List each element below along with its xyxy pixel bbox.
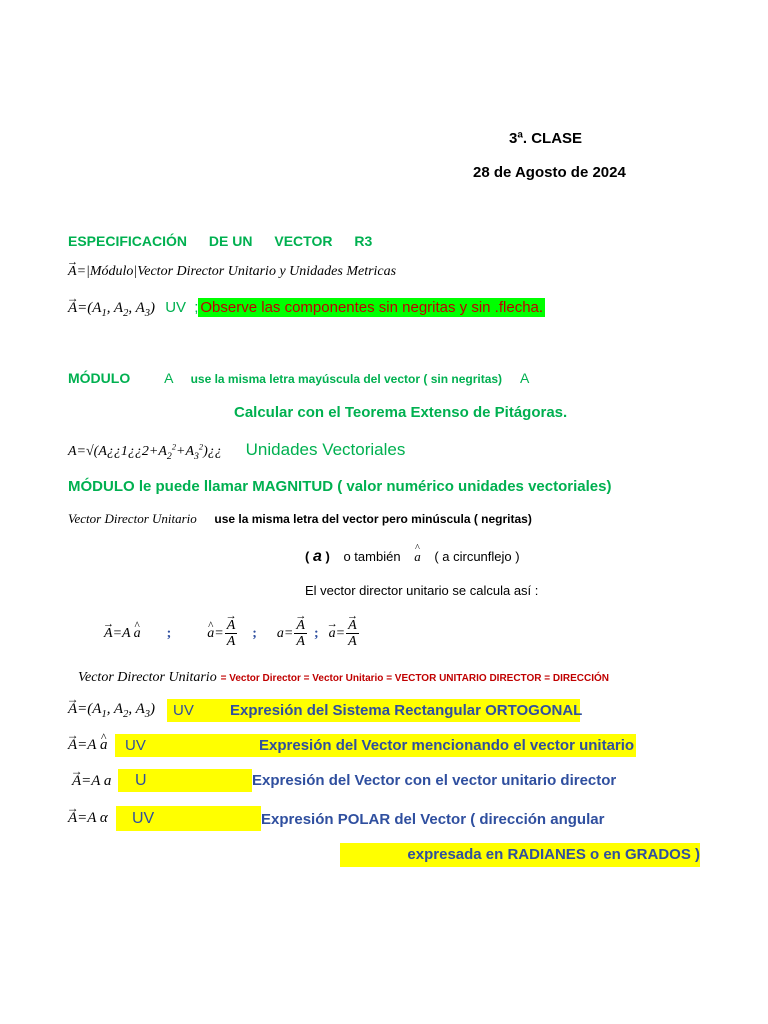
semicolon: ; — [252, 625, 257, 641]
expr-sub: 2 — [123, 709, 129, 720]
spec-heading-4: R3 — [354, 233, 373, 249]
expr-part: ) — [150, 701, 156, 717]
expression-3-text: Expresión del Vector con el vector unitario director — [252, 772, 617, 789]
semicolon: ; — [313, 625, 319, 641]
modulo-formula-line — [68, 440, 405, 462]
comp-sub: 2 — [123, 308, 129, 319]
expr-part: =(A — [77, 701, 102, 717]
eq-sign: = — [214, 625, 224, 641]
vector-definition — [68, 264, 396, 280]
director-def-label: Vector Director Unitario — [78, 670, 217, 685]
modulo-letter: A — [164, 370, 173, 386]
eq-sign: = — [335, 625, 346, 641]
paren-close: ) — [325, 549, 330, 564]
expr-part: =A a — [81, 773, 112, 789]
modulo-note: use la misma letra mayúscula del vector ( sin negritas) — [190, 372, 503, 386]
formula-part: A=√(A¿¿1¿¿2+A — [68, 444, 167, 459]
expression-4-formula — [68, 810, 108, 827]
expr-part: =A — [77, 737, 97, 753]
fraction — [294, 618, 307, 650]
tambien-text: o también — [343, 549, 401, 564]
vector-symbol: → A — [227, 618, 236, 633]
expression-3-unit-highlight — [118, 769, 252, 792]
expression-2-unit-highlight — [115, 734, 257, 757]
magnitud-note: MÓDULO le puede llamar MAGNITUD ( valor numérico unidades vectoriales) — [68, 478, 612, 495]
comp-sub: 3 — [144, 308, 151, 319]
unit-label: U — [135, 772, 147, 789]
director-label: Vector Director Unitario — [68, 511, 197, 526]
formula-sup: 2 — [171, 442, 176, 452]
vector-symbol: → A — [68, 810, 77, 827]
expression-1-text: Expresión del Sistema Rectangular ORTOGONAL — [230, 702, 583, 719]
calc-note: El vector director unitario se calcula así : — [305, 583, 539, 598]
comp-mid: , A — [128, 300, 145, 316]
a-hat: ^ a — [207, 626, 214, 642]
expression-4-text: Expresión POLAR del Vector ( dirección angular — [261, 811, 605, 828]
equations-row — [104, 618, 360, 650]
semicolon: ; — [194, 299, 199, 316]
vector-symbol: → A — [68, 300, 77, 317]
spec-heading — [68, 233, 372, 249]
circunflejo-text: ( a circunflejo ) — [434, 549, 520, 564]
fraction-den: A — [296, 634, 305, 650]
comp-eq: =(A — [77, 300, 102, 316]
expression-3-formula — [72, 773, 111, 790]
expression-1-formula — [68, 701, 155, 720]
expr-sub: 1 — [101, 709, 107, 720]
a-hat: ^ a — [414, 549, 421, 565]
vector-symbol: → A — [104, 626, 113, 642]
expr-part: , A — [106, 701, 124, 717]
class-title: 3ª. CLASE — [509, 130, 583, 147]
eq1-rhs: =A — [112, 625, 131, 641]
expr-part: , A — [128, 701, 145, 717]
a-notation-line — [305, 548, 520, 566]
vector-symbol: → A — [68, 264, 77, 280]
spec-heading-3: VECTOR — [274, 233, 333, 249]
eq3-lhs: a= — [276, 625, 294, 641]
modulo-formula — [68, 442, 222, 462]
components-line — [68, 299, 545, 319]
vector-symbol: → a — [329, 626, 336, 642]
fraction-den: A — [226, 634, 236, 650]
expr-sub: 3 — [144, 709, 151, 720]
formula-part: )¿¿ — [203, 444, 222, 459]
spec-heading-1: ESPECIFICACIÓN — [68, 233, 188, 249]
expression-4-unit-highlight — [116, 806, 261, 831]
expr-part: =A α — [77, 810, 108, 826]
expression-1-highlight — [167, 699, 583, 722]
comp-sub: 1 — [101, 308, 107, 319]
observe-note: Observe las componentes sin negritas y sin .flecha. — [200, 299, 544, 316]
a-bold: a — [312, 548, 322, 565]
vector-symbol: → A — [68, 737, 77, 754]
vector-symbol: → A — [296, 618, 305, 633]
unit-label: UV — [125, 737, 146, 754]
director-def-equivalences: = Vector Director = Vector Unitario = VECTOR UNITARIO DIRECTOR = DIRECCIÓN — [220, 673, 609, 684]
director-line — [68, 511, 532, 527]
uv-label: UV — [165, 299, 187, 316]
unit-label: UV — [132, 810, 155, 827]
unit-label: UV — [173, 702, 194, 719]
spec-heading-2: DE UN — [208, 233, 253, 249]
expression-2-formula — [68, 737, 107, 754]
expression-4-text-2 — [340, 843, 700, 867]
pitagoras-note: Calcular con el Teorema Extenso de Pitágoras. — [234, 404, 568, 421]
modulo-line — [68, 370, 529, 386]
definition-rhs: =|Módulo|Vector Director Unitario y Unidades Metricas — [76, 264, 397, 279]
paren-open: ( — [305, 549, 310, 564]
a-hat: ^ a — [100, 737, 108, 754]
vector-symbol: → A — [68, 701, 77, 718]
formula-sup: 2 — [198, 442, 204, 452]
a-hat: ^ a — [134, 626, 141, 642]
comp-mid: , A — [106, 300, 124, 316]
formula-part: +A — [176, 444, 194, 459]
vector-symbol: → A — [72, 773, 81, 790]
semicolon: ; — [166, 625, 172, 641]
modulo-letter-2: A — [519, 370, 530, 386]
fraction — [225, 618, 238, 650]
expression-4-continuation: expresada en RADIANES o en GRADOS ) — [407, 846, 700, 863]
comp-close: ) — [150, 300, 156, 316]
formula-sub: 2 — [166, 450, 172, 462]
director-note: use la misma letra del vector pero minúscula ( negritas) — [214, 512, 532, 526]
expression-2-text: Expresión del Vector mencionando el vector unitario — [257, 734, 636, 757]
date: 28 de Agosto de 2024 — [473, 164, 626, 181]
director-definition — [78, 668, 609, 686]
formula-sub: 3 — [194, 450, 199, 462]
fraction — [346, 618, 359, 650]
vector-symbol: → A — [348, 618, 357, 633]
fraction-den: A — [348, 634, 357, 650]
units-label: Unidades Vectoriales — [245, 440, 406, 459]
modulo-label: MÓDULO — [68, 370, 131, 386]
